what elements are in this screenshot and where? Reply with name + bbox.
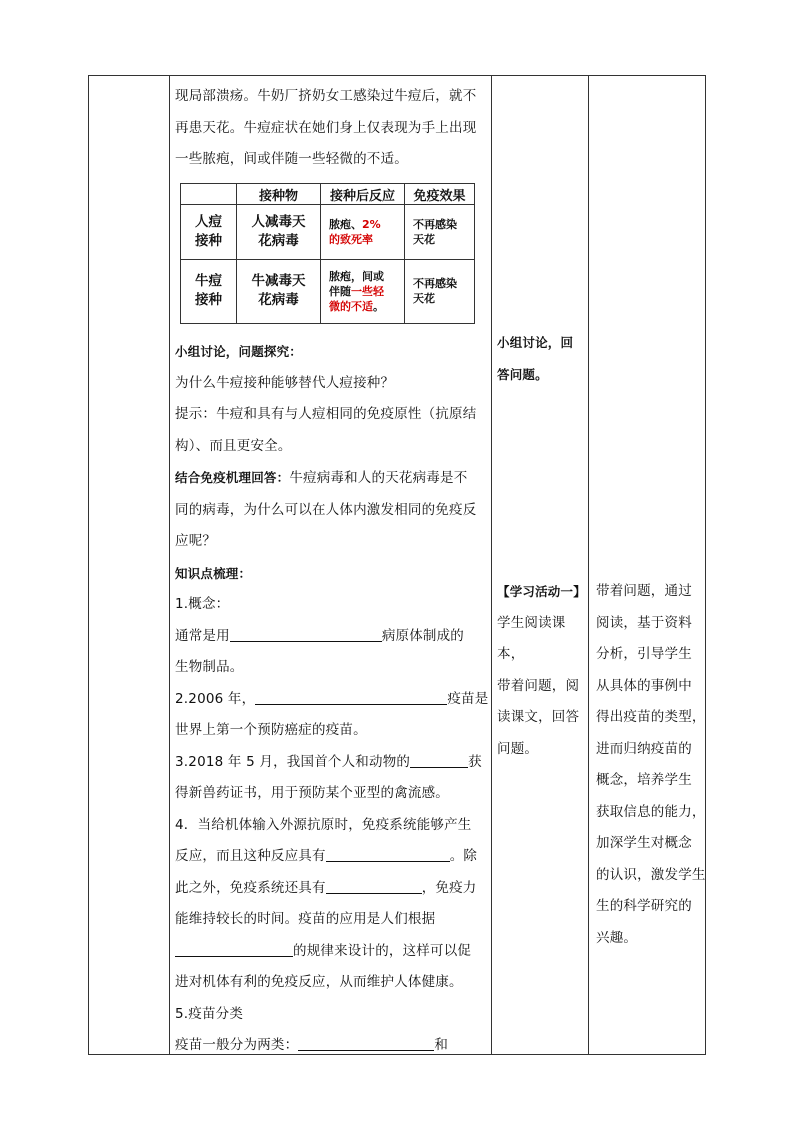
discussion-title: 小组讨论，问题探究： bbox=[175, 344, 303, 359]
question-text: 为什么牛痘接种能够替代人痘接种？ bbox=[175, 374, 395, 391]
intent-line: 加深学生对概念 bbox=[596, 835, 692, 851]
table-row bbox=[181, 259, 475, 323]
fill-blank[interactable] bbox=[410, 752, 468, 768]
content-column bbox=[170, 76, 495, 1054]
intro-line: 一些脓疱，间或伴随一些轻微的不适。 bbox=[175, 151, 408, 167]
mechanism-text: 应呢？ bbox=[175, 533, 217, 549]
point-4-line: 进对机体有利的免疫反应，从而维护人体健康。 bbox=[175, 974, 463, 990]
row-label: 牛痘 接种 bbox=[181, 259, 237, 323]
point-5-line: 疫苗一般分为两类： 和 bbox=[175, 1037, 449, 1053]
point-2-line: 2.2006 年， 疫苗是 bbox=[175, 690, 489, 707]
table-row bbox=[181, 205, 475, 260]
inoculum-cell: 牛减毒天 花病毒 bbox=[237, 259, 321, 323]
fill-blank[interactable] bbox=[255, 689, 447, 705]
activity-text: 带着问题，阅 bbox=[497, 677, 580, 694]
discussion-note: 答问题。 bbox=[497, 366, 548, 382]
activity-text: 学生阅读课本， bbox=[497, 614, 566, 662]
activity-text: 问题。 bbox=[497, 740, 539, 757]
reaction-cell: 脓疱、2% 的致死率 bbox=[321, 205, 405, 260]
effect-cell: 不再感染 天花 bbox=[405, 259, 475, 323]
vaccination-comparison-table bbox=[180, 183, 475, 324]
intent-line: 概念，培养学生 bbox=[596, 772, 692, 788]
table-header: 接种后反应 bbox=[321, 184, 405, 205]
hint-text: 构）、而且更安全。 bbox=[175, 437, 292, 454]
hint-text: 提示：牛痘和具有与人痘相同的免疫原性（抗原结 bbox=[175, 406, 477, 422]
point-1-title: 1.概念： bbox=[175, 596, 230, 612]
intro-line: 现局部溃疡。牛奶厂挤奶女工感染过牛痘后，就不 bbox=[175, 88, 477, 104]
fill-blank[interactable] bbox=[298, 1035, 434, 1051]
discussion-note: 小组讨论，回 bbox=[497, 335, 574, 350]
fill-blank[interactable] bbox=[230, 626, 382, 642]
intent-line: 的认识，激发学生 bbox=[596, 866, 706, 883]
intent-line: 分析，引导学生 bbox=[596, 646, 692, 662]
fill-blank[interactable] bbox=[175, 941, 293, 957]
fill-blank[interactable] bbox=[326, 878, 422, 894]
point-4-line: 反应，而且这种反应具有 。除 bbox=[175, 848, 478, 864]
inoculum-cell: 人减毒天 花病毒 bbox=[237, 205, 321, 260]
point-5-title: 5.疫苗分类 bbox=[175, 1005, 244, 1022]
point-4-line: 4．当给机体输入外源抗原时，免疫系统能够产生 bbox=[175, 816, 472, 833]
point-3-line: 3.2018 年 5 月，我国首个人和动物的 获 bbox=[175, 753, 482, 770]
intent-line: 带着问题，通过 bbox=[596, 583, 692, 599]
point-4-line: 此之外，免疫系统还具有 ，免疫力 bbox=[175, 879, 477, 896]
point-4-line: 能维持较长的时间。疫苗的应用是人们根据 bbox=[175, 911, 436, 927]
mechanism-text: 结合免疫机理回答：牛痘病毒和人的天花病毒是不 bbox=[175, 470, 468, 486]
fill-blank[interactable] bbox=[326, 846, 450, 862]
design-intent-column bbox=[589, 76, 706, 1054]
intent-line: 阅读，基于资料 bbox=[596, 614, 692, 631]
point-4-line: 的规律来设计的，这样可以促 bbox=[175, 936, 491, 968]
table-header: 免疫效果 bbox=[405, 184, 475, 205]
intent-line: 从具体的事例中 bbox=[596, 677, 692, 694]
point-1-line: 通常是用 病原体制成的 bbox=[175, 627, 465, 644]
point-1-line: 生物制品。 bbox=[175, 659, 244, 675]
intro-line: 再患天花。牛痘症状在她们身上仅表现为手上出现 bbox=[175, 119, 477, 136]
effect-cell: 不再感染 天花 bbox=[405, 205, 475, 260]
table-header bbox=[181, 184, 237, 205]
mechanism-text: 同的病毒，为什么可以在人体内激发相同的免疫反 bbox=[175, 501, 477, 518]
lesson-table bbox=[88, 75, 706, 1055]
point-2-line: 世界上第一个预防癌症的疫苗。 bbox=[175, 722, 367, 738]
table-header: 接种物 bbox=[237, 184, 321, 205]
student-activity-column bbox=[491, 76, 587, 1054]
table-header-row bbox=[181, 184, 475, 205]
activity-text: 读课文，回答 bbox=[497, 709, 580, 725]
intent-line: 获取信息的能力， bbox=[596, 803, 706, 820]
row-label: 人痘 接种 bbox=[181, 205, 237, 260]
intent-line: 兴趣。 bbox=[596, 929, 638, 946]
activity-title: 【学习活动一】 bbox=[497, 584, 586, 599]
intent-line: 得出疫苗的类型， bbox=[596, 709, 706, 725]
point-3-line: 得新兽药证书，用于预防某个亚型的禽流感。 bbox=[175, 785, 449, 801]
knowledge-title: 知识点梳理： bbox=[175, 565, 252, 581]
intent-line: 进而归纳疫苗的 bbox=[596, 740, 692, 757]
intent-line: 生的科学研究的 bbox=[596, 898, 692, 914]
reaction-cell: 脓疱，间或 伴随一些轻 微的不适。 bbox=[321, 259, 405, 323]
